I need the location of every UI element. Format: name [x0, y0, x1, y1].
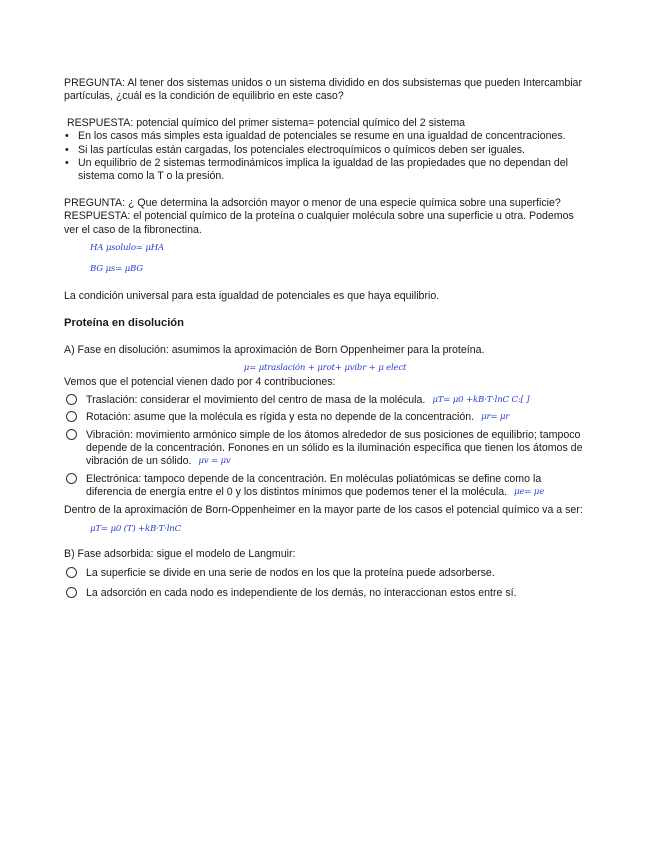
bullet-item: • Si las partículas están cargadas, los potenciales electroquímicos o químicos deben ser iguales. — [64, 144, 586, 157]
contribution-text: Electrónica: tampoco depende de la concentración. En moléculas poliatómicas se define como la diferencia de energía entre el 0 y los distintos mínimos que podemos tener el la molécula. — [86, 472, 542, 499]
radio-circle-icon[interactable] — [66, 473, 77, 484]
bullet-item: • En los casos más simples esta igualdad de potenciales se resume en una igualdad de concentraciones. — [64, 130, 586, 143]
fase-b-heading: B) Fase adsorbida: sigue el modelo de Langmuir: — [64, 547, 296, 560]
answer-2: RESPUESTA: el potencial químico de la proteína o cualquier molécula sobre una superficie u otra. Podemos ver el caso de la fibronectina. — [64, 210, 574, 236]
contribution-electronica — [64, 473, 586, 500]
contribution-text: Traslación: considerar el movimiento del centro de masa de la molécula. — [86, 393, 426, 406]
handwritten-total-equation — [64, 517, 586, 548]
contribution-vibracion — [64, 429, 586, 469]
contribution-text: Rotación: asume que la molécula es rígida y esta no depende de la concentración. — [86, 411, 475, 424]
bullet-item: • Un equilibrio de 2 sistemas termodinámicos implica la igualdad de las propiedades que no dependan del sistema como la T o la presión. — [64, 157, 586, 184]
handwriting: μ= μtraslación + μrot+ μvibr + μ elect — [243, 363, 407, 374]
handwriting: HA μsolulo= μHA — [90, 243, 165, 254]
question-1: PREGUNTA: Al tener dos sistemas unidos o un sistema dividido en dos subsistemas que pueden Intercambiar partículas, ¿cuál es la condición de equilibrio en este caso? — [64, 77, 582, 103]
question-2: PREGUNTA: ¿ Que determina la adsorción mayor o menor de una especie química sobre una superficie? — [64, 196, 561, 209]
handwriting: μT= μ0 +kB·T·lnC C:[ ] — [432, 394, 530, 405]
radio-circle-icon[interactable] — [66, 429, 77, 440]
handwriting: μr= μr — [481, 412, 510, 423]
contribution-text: Vibración: movimiento armónico simple de los átomos alrededor de sus posiciones de equilibrio; tampoco depende de la concentración. Fonones en un sólido es la iluminación específica que tienen los átomos de vibración de un sólido. — [86, 428, 583, 468]
langmuir-item-1 — [64, 567, 586, 580]
radio-circle-icon[interactable] — [66, 411, 77, 422]
handwritten-note-ha — [64, 237, 586, 256]
langmuir-text: La superficie se divide en una serie de nodos en los que la proteína puede adsorberse. — [86, 567, 495, 580]
fase-a-heading: A) Fase en disolución: asumimos la aproximación de Born Oppenheimer para la proteína. — [64, 343, 485, 356]
section-title: Proteína en disolución — [64, 317, 184, 330]
contributions-intro: Vemos que el potencial vienen dado por 4 contribuciones: — [64, 376, 336, 389]
langmuir-text: La adsorción en cada nodo es independiente de los demás, no interaccionan estos entre sí. — [86, 586, 517, 599]
radio-circle-icon[interactable] — [66, 394, 77, 405]
born-oppenheimer-note: Dentro de la aproximación de Born-Oppenheimer en la mayor parte de los casos el potencial químico va a ser: — [64, 503, 583, 516]
handwriting: BG μs= μBG — [90, 264, 143, 275]
handwriting: μe= μe — [514, 487, 545, 498]
handwritten-note-bg — [64, 256, 586, 282]
universal-condition: La condición universal para esta igualdad de potenciales es que haya equilibrio. — [64, 290, 440, 303]
contribution-traslacion — [64, 394, 586, 407]
langmuir-item-2 — [64, 587, 586, 600]
handwritten-mu-equation — [64, 357, 586, 376]
contribution-rotacion — [64, 411, 586, 424]
radio-circle-icon[interactable] — [66, 567, 77, 578]
radio-circle-icon[interactable] — [66, 587, 77, 598]
document-page — [64, 77, 586, 604]
answer-1-bullets — [64, 130, 586, 184]
handwriting: μv = μv — [198, 456, 231, 467]
answer-1: RESPUESTA: potencial químico del primer sistema= potencial químico del 2 sistema — [64, 116, 466, 129]
handwriting: μT= μ0 (T) +kB·T·lnC — [90, 523, 181, 534]
